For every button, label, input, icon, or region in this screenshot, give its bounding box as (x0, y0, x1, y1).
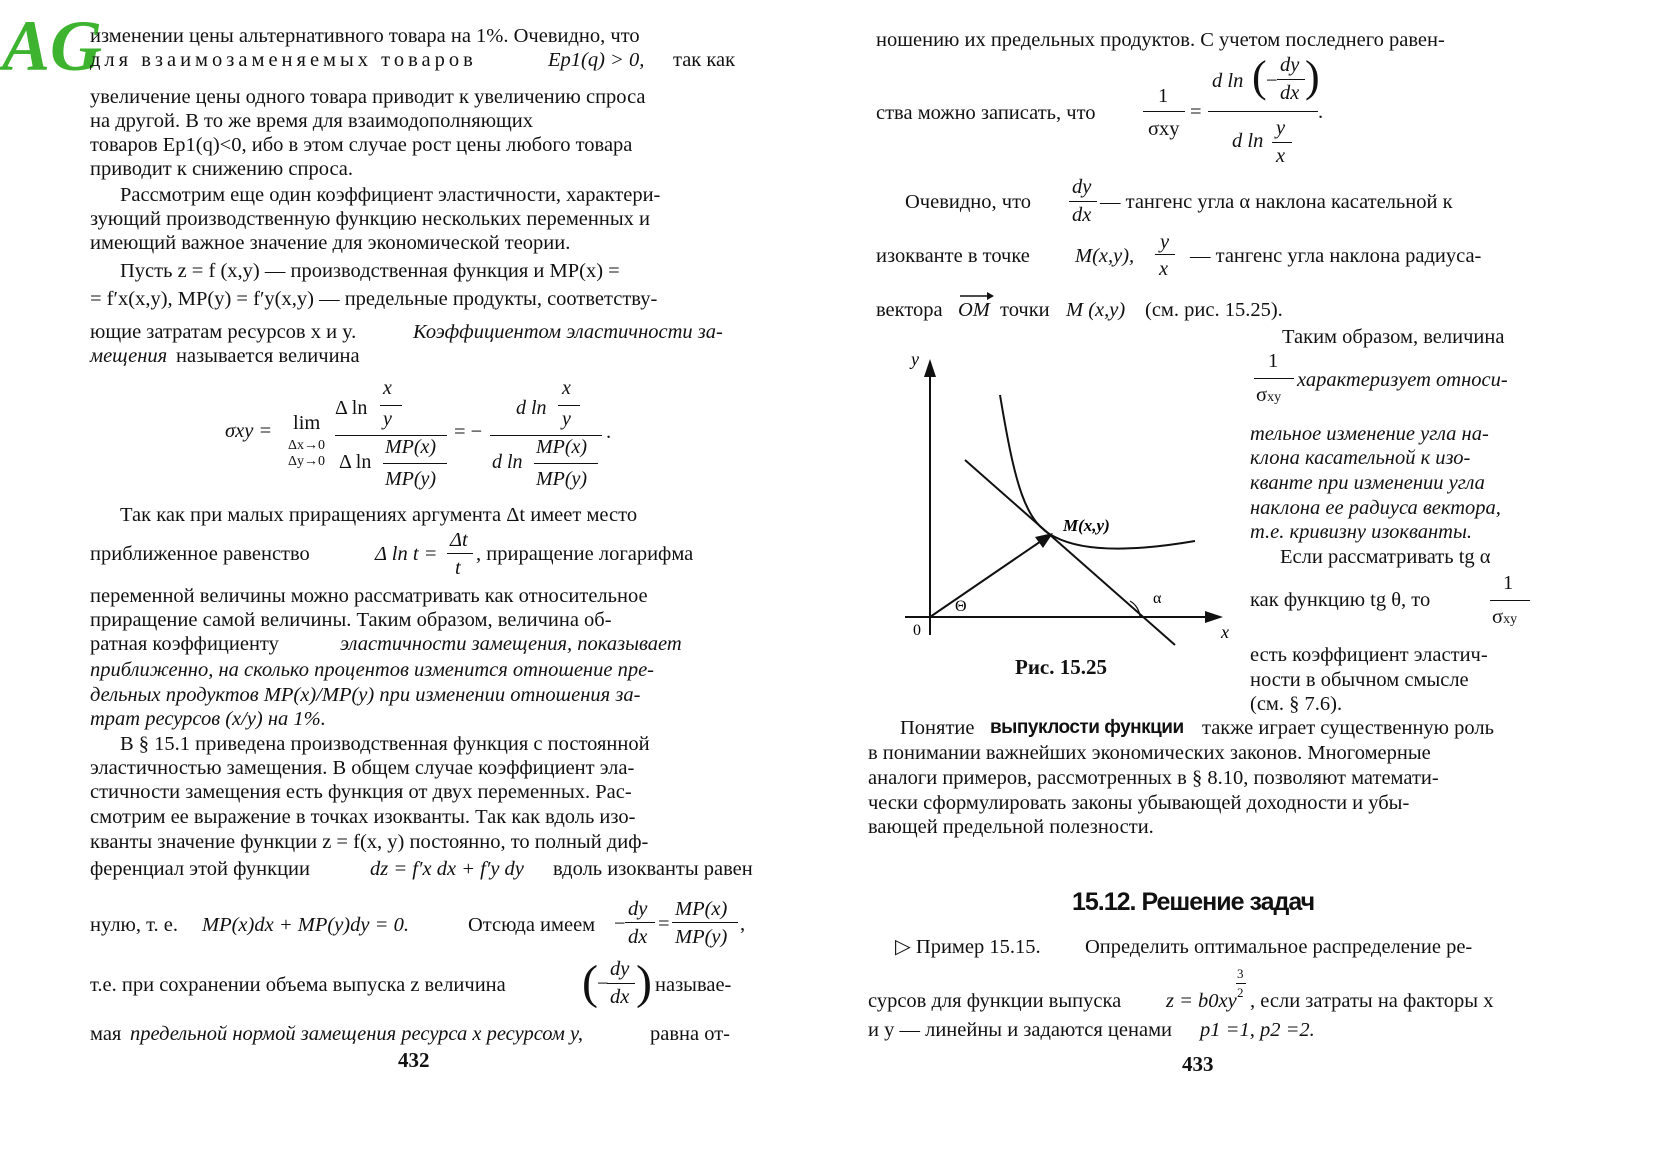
term-bold: выпуклости функции (990, 717, 1184, 738)
formula-part: y (562, 408, 571, 430)
text-line: и y — линейны и задаются ценами (868, 1019, 1173, 1041)
math-inline: d ln (1212, 70, 1244, 92)
text-line: на другой. В то же время для взаимодополняющих (90, 110, 534, 132)
text-line: наклона ее радиуса вектора, (1250, 497, 1501, 519)
text-line: тельное изменение угла на- (1250, 423, 1489, 445)
text-line: характеризует относи- (1297, 369, 1508, 391)
formula-part: MP(y) (385, 468, 437, 490)
math-inline: y (1276, 117, 1286, 139)
text-line: зующий производственную функцию нескольких переменных и (90, 208, 650, 230)
text-line: Так как при малых приращениях аргумента Δt имеет место (120, 504, 638, 526)
text-line: ности в обычном смысле (1250, 669, 1469, 691)
math-inline: MP(y) (675, 926, 728, 948)
page-number: 432 (398, 1048, 430, 1072)
formula-part: = − (454, 421, 483, 443)
text-line: Если рассматривать tg α (1280, 546, 1491, 568)
text-line: вдоль изокванты равен (553, 858, 753, 880)
text-line: вектора (876, 299, 943, 321)
math-inline: dz = f′x dx + f′y dy (370, 858, 524, 880)
text-line: аналоги примеров, рассмотренных в § 8.10, позволяют математи- (868, 767, 1439, 789)
text-line: изменении цены альтернативного товара на 1%. Очевидно, что (90, 25, 640, 47)
formula-part: . (606, 421, 612, 443)
text-line: = f′x(x,y), MP(y) = f′y(x,y) — предельные продукты, соответству- (90, 288, 658, 310)
math-inline: dx (1280, 82, 1300, 104)
text-line: товаров Ep1(q)<0, ибо в этом случае рост цены любого товара (90, 134, 633, 156)
text-line: — тангенс угла наклона радиуса- (1190, 245, 1482, 267)
text-line: т.е. при сохранении объема выпуска z величина (90, 974, 506, 996)
text-line: , если затраты на факторы x (1250, 990, 1494, 1012)
math-inline: M(x,y), (1075, 245, 1135, 267)
math-inline: dy (628, 898, 648, 920)
formula-lim: lim (293, 412, 321, 434)
vector-arrow-icon (958, 288, 998, 302)
formula-part: Δ ln (339, 451, 372, 473)
math-inline: dx (628, 926, 648, 948)
math-inline: OM (958, 299, 990, 321)
text-line: (см. § 7.6). (1250, 693, 1343, 715)
page-number: 433 (1182, 1052, 1214, 1076)
text-line: ференциал этой функции (90, 858, 310, 880)
term: мещения (90, 345, 168, 367)
formula-part: Δ ln (335, 397, 368, 419)
text-line: чески сформулировать законы убывающей доходности и убы- (868, 792, 1410, 814)
text-line: Очевидно, что (905, 191, 1032, 213)
text-line: называется величина (176, 345, 360, 367)
formula-main-fraction-2 (490, 375, 602, 493)
math-inline: Ep1(q) > 0, (548, 49, 645, 71)
text-line: равна от- (650, 1023, 730, 1045)
text-line: ратная коэффициенту (90, 633, 279, 655)
y-axis-arrow (924, 359, 936, 377)
section-heading: 15.12. Решение задач (1072, 888, 1315, 916)
formula-part: MP(x) (385, 436, 437, 458)
text-line: ющие затратам ресурсов x и y. (90, 321, 357, 343)
text-line: Пусть z = f (x,y) — производственная функция и MP(x) = (120, 260, 620, 282)
text-line: ства можно записать, что (876, 102, 1096, 124)
math-inline: z = b0xy (1166, 990, 1237, 1012)
text-line: кванте при изменении угла (1250, 472, 1485, 494)
label-x: x (1221, 622, 1229, 642)
text-line: Определить оптимальное распределение ре- (1085, 936, 1473, 958)
text-line: приращение самой величины. Таким образом, величина об- (90, 609, 612, 631)
text-line: имеющий важное значение для экономической теории. (90, 232, 571, 254)
math-inline: x (1276, 145, 1286, 167)
text-line: стичности замещения есть функция от двух переменных. Рас- (90, 781, 632, 803)
text-line: переменной величины можно рассматривать как относительное (90, 585, 648, 607)
term: эластичности замещения, показывает (340, 633, 682, 655)
math-inline: dy (610, 958, 630, 980)
formula-lim-sub: Δy→0 (288, 454, 326, 469)
formula-part: d ln (516, 397, 547, 419)
text-line: Таким образом, величина (1282, 326, 1505, 348)
example-label: ▷ Пример 15.15. (895, 936, 1041, 958)
text-line: (см. рис. 15.25). (1145, 299, 1283, 321)
text-line: называе- (655, 974, 732, 996)
text-line: т.е. кривизну изокванты. (1250, 521, 1472, 543)
text-line: так как (673, 49, 736, 71)
text-line: Отсюда имеем (468, 914, 596, 936)
radius-vector (930, 537, 1047, 617)
text-line: кванты значение функции z = f(x, y) постоянно, то полный диф- (90, 831, 649, 853)
text-line: точки (1000, 299, 1050, 321)
text-line: приближенно, на сколько процентов изменится отношение пре- (90, 659, 654, 681)
text-line: — тангенс угла α наклона касательной к (1100, 191, 1453, 213)
formula-part: d ln (492, 451, 523, 473)
text-line: ношению их предельных продуктов. С учетом последнего равен- (876, 29, 1445, 51)
text-line: сурсов для функции выпуска (868, 990, 1122, 1012)
text-line: дельных продуктов MP(x)/MP(y) при изменении отношения за- (90, 684, 641, 706)
math-inline: MP(x)dx + MP(y)dy = 0. (202, 914, 409, 936)
text-line: мая (90, 1023, 122, 1045)
math-inline: 1 (1158, 85, 1169, 107)
text-line: В § 15.1 приведена производственная функция с постоянной (120, 733, 650, 755)
text-line: нулю, т. е. (90, 914, 179, 936)
math-inline: p1 =1, p2 =2. (1200, 1019, 1315, 1041)
formula-part: x (562, 377, 571, 399)
math-inline: Δt (450, 529, 468, 551)
formula-part: x (383, 377, 392, 399)
formula-lim-sub: Δx→0 (288, 438, 326, 453)
text-line: Понятие (900, 717, 975, 739)
text-line: увеличение цены одного товара приводит к увеличению спроса (90, 86, 646, 108)
text-line: также играет существенную роль (1202, 717, 1494, 739)
formula-main-fraction-1 (335, 375, 447, 493)
text-line: трат ресурсов (x/y) на 1%. (90, 708, 326, 730)
text-line: клона касательной к изо- (1250, 447, 1471, 469)
math-inline: t (455, 557, 461, 579)
label-theta: Θ (955, 598, 967, 615)
formula-part: MP(y) (536, 468, 588, 490)
exponent: 2 (1237, 985, 1244, 1000)
label-y: y (911, 349, 919, 369)
label-origin: 0 (913, 622, 921, 639)
text-line: смотрим ее выражение в точках изокванты. Так как вдоль изо- (90, 806, 636, 828)
figure-caption: Рис. 15.25 (1015, 655, 1107, 679)
text-line: приближенное равенство (90, 543, 310, 565)
figure-isoquant (895, 345, 1235, 645)
label-m: M(x,y) (1063, 516, 1110, 535)
text-line: вающей предельной полезности. (868, 816, 1154, 838)
formula-sigma: σxy = (225, 420, 273, 442)
text-line: приводит к снижению спроса. (90, 158, 354, 180)
text-line: есть коэффициент эластич- (1250, 644, 1488, 666)
math-inline: MP(x) (675, 898, 728, 920)
text-line: как функцию tg θ, то (1250, 589, 1431, 611)
text-line: Рассмотрим еще один коэффициент эластичности, характери- (120, 184, 661, 206)
ag-logo (0, 0, 103, 90)
text-line: , приращение логарифма (476, 543, 694, 565)
term: предельной нормой замещения ресурса x ресурсом y, (130, 1023, 584, 1045)
math-inline: σxy (1148, 118, 1180, 140)
label-alpha: α (1153, 590, 1162, 607)
term: Коэффициентом эластичности за- (413, 321, 723, 343)
formula-part: MP(x) (536, 436, 588, 458)
exponent: 3 (1237, 966, 1244, 981)
ag-logo-text: AG (2, 6, 103, 86)
radius-vector-arrow (1035, 533, 1053, 548)
text-line: для взаимозаменяемых товаров (90, 49, 477, 71)
text-line: в понимании важнейших экономических законов. Многомерные (868, 742, 1431, 764)
math-inline: M (x,y) (1066, 299, 1126, 321)
text-line: изокванте в точке (876, 245, 1030, 267)
formula-part: y (383, 408, 392, 430)
math-inline: dy (1280, 54, 1300, 76)
text-line: эластичностью замещения. В общем случае коэффициент эла- (90, 757, 635, 779)
math-inline: Δ ln t = (375, 543, 438, 565)
